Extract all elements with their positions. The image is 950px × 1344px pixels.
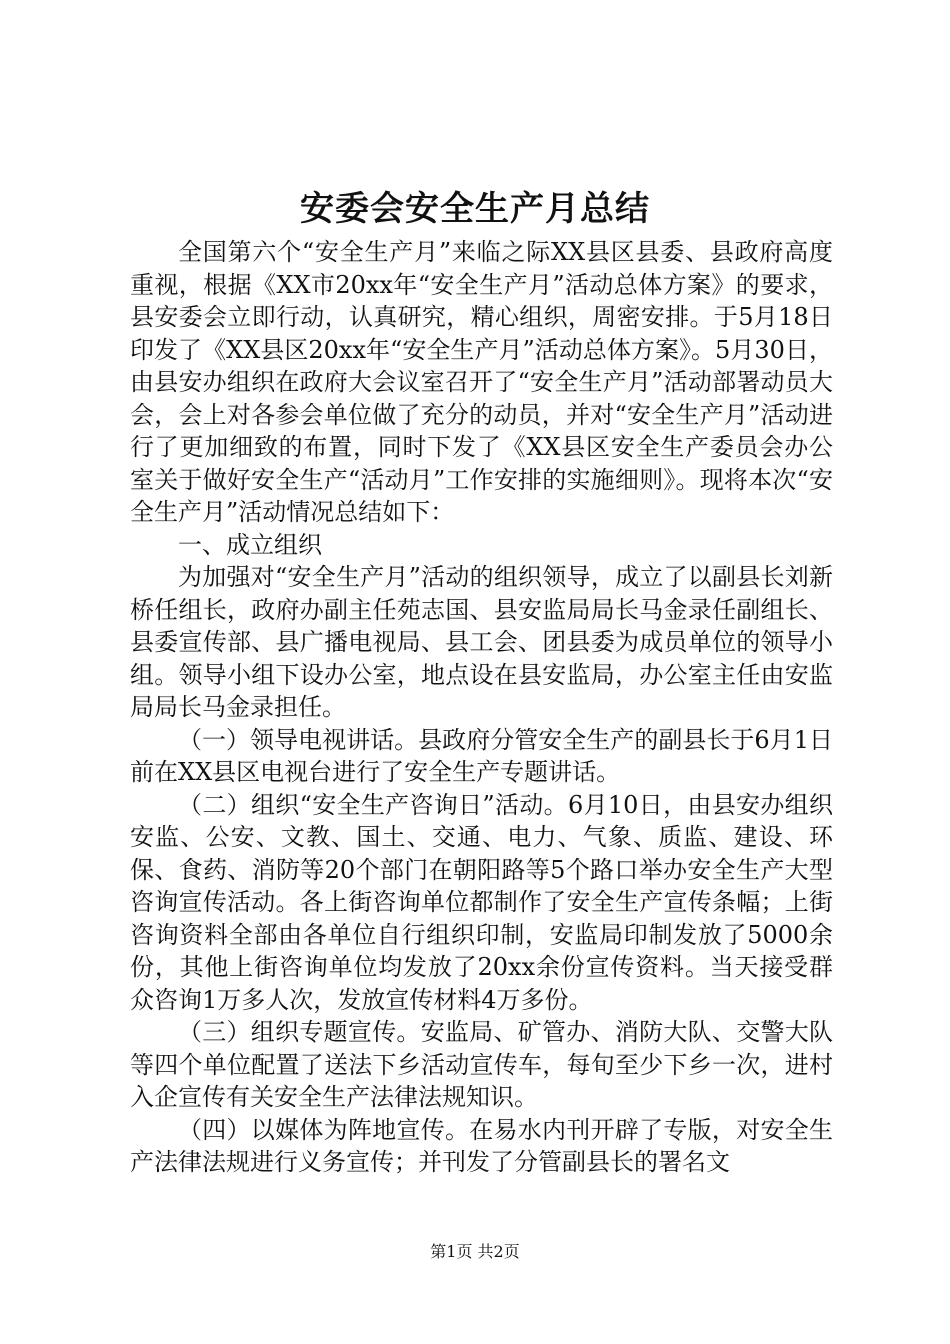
paragraph-item-2: （二）组织“安全生产咨询日”活动。6月10日，由县安办组织安监、公安、文教、国土、交通、电力、气象、质监、建设、环保、食药、消防等20个部门在朝阳路等5个路口举办安全生产大型咨询宣传活动。各上街咨询单位都制作了安全生产宣传条幅；上街咨询资料全部由各单位自行组织印制，安监局印制发放了5000余份，其他上街咨询单位均发放了20xx余份宣传资料。当天接受群众咨询1万多人次，发放宣传材料4万多份。 <box>130 790 833 1014</box>
document-body <box>130 236 833 1179</box>
paragraph-item-3: （三）组织专题宣传。安监局、矿管办、消防大队、交警大队等四个单位配置了送法下乡活动宣传车，每旬至少下乡一次，进村入企宣传有关安全生产法律法规知识。 <box>130 1018 833 1111</box>
paragraph-intro: 全国第六个“安全生产月”来临之际XX县区县委、县政府高度重视，根据《XX市20xx年“安全生产月”活动总体方案》的要求，县安委会立即行动，认真研究，精心组织，周密安排。于5月18日印发了《XX县区20xx年“安全生产月”活动总体方案》。5月30日，由县安办组织在政府大会议室召开了“安全生产月”活动部署动员大会，会上对各参会单位做了充分的动员，并对“安全生产月”活动进行了更加细致的布置，同时下发了《XX县区安全生产委员会办公室关于做好安全生产“活动月”工作安排的实施细则》。现将本次“安全生产月”活动情况总结如下： <box>130 238 833 526</box>
paragraph-organization: 为加强对“安全生产月”活动的组织领导，成立了以副县长刘新桥任组长，政府办副主任苑志国、县安监局局长马金录任副组长、县委宣传部、县广播电视局、县工会、团县委为成员单位的领导小组。领导小组下设办公室，地点设在县安监局，办公室主任由安监局局长马金录担任。 <box>130 563 833 721</box>
paragraph-item-4: （四）以媒体为阵地宣传。在易水内刊开辟了专版，对安全生产法律法规进行义务宣传；并刊发了分管副县长的署名文 <box>130 1115 833 1176</box>
document-title: 安委会安全生产月总结 <box>300 189 650 229</box>
page-number-footer: 第1页 共2页 <box>430 1242 520 1261</box>
paragraph-item-1: （一）领导电视讲话。县政府分管安全生产的副县长于6月1日前在XX县区电视台进行了安全生产专题讲话。 <box>130 725 833 786</box>
section-heading-1: 一、成立组织 <box>178 530 322 559</box>
